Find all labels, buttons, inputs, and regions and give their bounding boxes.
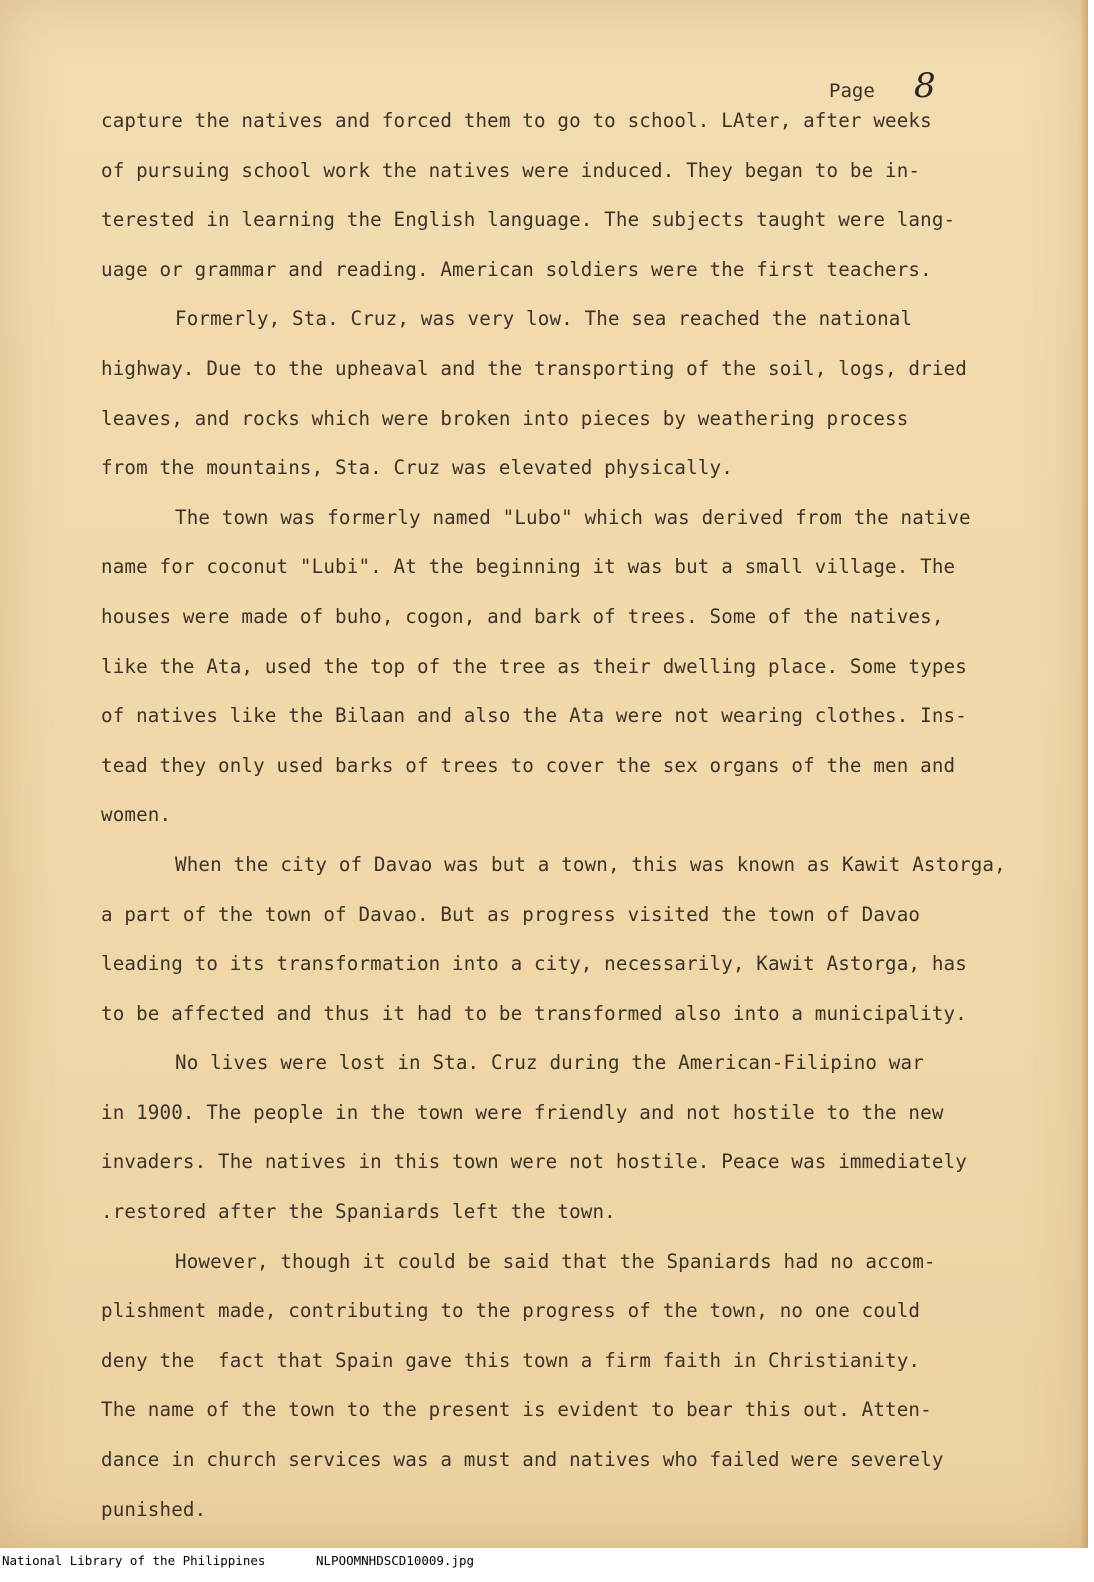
paragraph-first-line: Formerly, Sta. Cruz, was very low. The sea reached the national <box>175 307 913 331</box>
text-line: punished. <box>101 1497 207 1521</box>
text-line: uage or grammar and reading. American soldiers were the first teachers. <box>101 257 932 281</box>
paragraph-first-line: When the city of Davao was but a town, this was known as Kawit Astorga, <box>175 852 1006 876</box>
text-line: The name of the town to the present is evident to bear this out. Atten- <box>101 1398 932 1422</box>
text-line: tead they only used barks of trees to cover the sex organs of the men and <box>101 753 956 777</box>
text-line: highway. Due to the upheaval and the transporting of the soil, logs, dried <box>101 356 967 380</box>
text-line: like the Ata, used the top of the tree as their dwelling place. Some types <box>101 654 967 678</box>
text-line: leading to its transformation into a city, necessarily, Kawit Astorga, has <box>101 952 967 976</box>
text-line: plishment made, contributing to the progress of the town, no one could <box>101 1299 921 1323</box>
page-label: Page <box>829 80 875 102</box>
text-line: terested in learning the English language. The subjects taught were lang- <box>101 208 956 232</box>
paragraph-first-line: The town was formerly named "Lubo" which was derived from the native <box>175 505 971 529</box>
text-line: a part of the town of Davao. But as progress visited the town of Davao <box>101 902 921 926</box>
paragraph-first-line: However, though it could be said that the Spaniards had no accom- <box>175 1249 936 1273</box>
text-line: leaves, and rocks which were broken into pieces by weathering process <box>101 406 909 430</box>
text-line: name for coconut "Lubi". At the beginning it was but a small village. The <box>101 555 956 579</box>
text-line: .restored after the Spaniards left the town. <box>101 1200 616 1224</box>
text-line: of natives like the Bilaan and also the Ata were not wearing clothes. Ins- <box>101 704 967 728</box>
text-line: women. <box>101 803 172 827</box>
text-line: to be affected and thus it had to be transformed also into a municipality. <box>101 1001 967 1025</box>
handwritten-page-number: 8 <box>914 66 936 106</box>
scan-footer <box>0 1551 1094 1582</box>
text-line: of pursuing school work the natives were induced. They began to be in- <box>101 158 921 182</box>
text-line: capture the natives and forced them to go to school. LAter, after weeks <box>101 109 932 132</box>
text-line: from the mountains, Sta. Cruz was elevated physically. <box>101 456 733 480</box>
text-line: in 1900. The people in the town were friendly and not hostile to the new <box>101 1100 944 1124</box>
body-text <box>101 96 1081 1534</box>
text-line: deny the fact that Spain gave this town a firm faith in Christianity. <box>101 1348 921 1372</box>
text-line: dance in church services was a must and natives who failed were severely <box>101 1448 944 1472</box>
scan-filename: NLPOOMNHDSCD10009.jpg <box>316 1553 475 1568</box>
text-line: invaders. The natives in this town were not hostile. Peace was immediately <box>101 1150 967 1174</box>
text-line: houses were made of buho, cogon, and bark of trees. Some of the natives, <box>101 604 944 628</box>
paragraph-first-line: No lives were lost in Sta. Cruz during the American-Filipino war <box>175 1051 924 1075</box>
library-credit: National Library of the Philippines <box>2 1553 266 1568</box>
